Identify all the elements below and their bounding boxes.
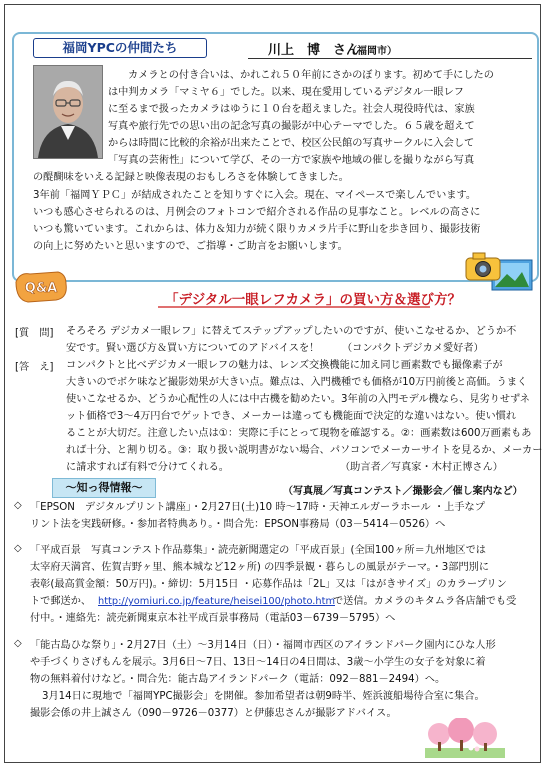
info-item-line: 「平成百景 写真コンテスト作品募集」・読売新聞選定の「平成百景」(全国100ヶ所＝九州地区では <box>30 545 486 556</box>
info-item-line: 物の無料着付けなど。・問合先：能古島アイランドパーク（電話：092－881－2494）へ。 <box>30 674 446 685</box>
profile-line: に至るまで扱ったカメラはゆうに１０台を超えました。社会人現役時代は、家族 <box>108 104 475 115</box>
info-item-line: 太宰府天満宮、佐賀吉野ヶ里、熊本城など12ヶ所) の四季景観・暮らしの風景がテーマ。・3部門別に <box>30 562 490 573</box>
qa-title: 「デジタル一眼レフカメラ」の買い方＆選び方？ <box>165 292 462 308</box>
answer-tag: [答 え] <box>15 362 54 373</box>
question-tag: [質 問] <box>15 328 54 339</box>
question-line: 安です。賢い選び方＆買い方についてのアドバイスを！ <box>66 343 320 354</box>
name-underline <box>248 58 532 59</box>
answer-line: 大きいのでボケ味など撮影効果が大きい点。難点は、入門機種でも価格が10万円前後と高価。うまく <box>66 377 528 388</box>
bullet-icon: ◇ <box>14 543 22 554</box>
info-item-line: や手づくりさげもんを展示。3月6日～7日、13日～14日の4日間は、3歳～小学生の女子を対象に着 <box>30 657 486 668</box>
info-item-line: 「EPSON デジタルプリント講座」・2月27日(土)10 時～17時・天神エルガーラホール ・上手なプ <box>30 502 485 513</box>
answer-line: ることが大切だ。注意したい点は①：実際に手にとって現物を確認する。②：画素数は600万画素もあ <box>66 428 532 439</box>
profile-line: いつも感心させられるのは、月例会のフォトコンで紹介される作品の見事なこと。レベルの高さに <box>33 207 481 218</box>
bullet-icon: ◇ <box>14 500 22 511</box>
profile-line: からは時間に比較的余裕が出来たことで、校区公民館の写真サークルに入会して <box>108 138 475 149</box>
info-item-line: 3月14日に現地で「福岡YPC撮影会」を開催。参加希望者は朝9時半、姪浜渡船場待合室に集合。 <box>42 691 485 702</box>
info-item-line: 「能古島ひな祭り」・2月27日（土）～3月14日（日）・福岡市西区のアイランドパーク園内にひな人形 <box>30 640 496 651</box>
bullet-icon: ◇ <box>14 638 22 649</box>
info-item-line: トで郵送か、 <box>30 596 92 607</box>
profile-line: は中判カメラ「マミヤ６」でした。以来、現在愛用しているデジタル一眼レフ <box>108 87 464 98</box>
info-banner: ～知っ得情報～ <box>52 478 156 498</box>
qa-badge-text: Q&A <box>24 281 58 296</box>
portrait-figure-icon <box>34 66 102 158</box>
answer-line: に請求すれば有料で分けてくれる。 <box>66 462 229 473</box>
camera-photo-icon <box>462 246 534 294</box>
person-name: 川上 博 さん <box>268 43 360 58</box>
cherry-blossom-icon <box>425 718 505 763</box>
qa-badge-art <box>14 270 68 304</box>
info-item-line: 撮影会係の井上誠さん（090－9726－0377）と伊藤忠さんが撮影アドバイス。 <box>30 708 397 719</box>
qa-badge <box>14 270 68 304</box>
answer-line: コンパクトと比べデジカメ一眼レフの魅力は、レンズ交換機能に加え同じ画素数でも撮像素子が <box>66 360 503 371</box>
section-title: 福岡YPCの仲間たち <box>33 38 207 58</box>
profile-line: カメラとの付き合いは、かれこれ５０年前にさかのぼります。初めて手にしたの <box>128 70 494 81</box>
photo-contest-link[interactable]: http://yomiuri.co.jp/feature/heisei100/photo.htm <box>98 596 335 607</box>
qa-title-underline <box>158 306 430 308</box>
profile-line: 「写真の芸術性」について学び、その一方で家族や地域の催しを撮りながら写真 <box>108 155 475 166</box>
profile-line: の向上に努めたいと思いますので、ご指導・ご助言をお願いします。 <box>33 241 348 252</box>
info-item-line: リント法を実践研修。・参加者特典あり。・問合先：EPSON事務局（03－5414－0526）へ <box>30 519 446 530</box>
question-line: そろそろ デジカメ一眼レフ」に替えてステップアップしたいのですが、使いこなせるか、どうか不 <box>66 326 517 337</box>
profile-line: 3年前「福岡ＹＰＣ」が結成されたことを知りすぐに入会。現在、マイペースで楽しんでいます。 <box>33 190 477 201</box>
portrait-photo <box>33 65 103 159</box>
answer-credit: （助言者／写真家・木村正博さん） <box>340 462 503 473</box>
answer-line: ット価格で3～4万円台でゲットでき、メーカーは違っても機能面で決定的な違いはない。使い慣れ <box>66 411 517 422</box>
info-subtitle: （写真展／写真コンテスト／撮影会／催し案内など） <box>283 486 523 497</box>
info-item-line: 付中。・連絡先：読売新聞東京本社平成百景事務局（電話03－6739－5795）へ <box>30 613 396 624</box>
info-item-line: で送信。カメラのキタムラ各店舗でも受 <box>333 596 517 607</box>
profile-line: 写真や旅行先での思い出の記念写真の撮影が中心テーマでした。６５歳を超えて <box>108 121 475 132</box>
profile-line: いつも驚いています。これからは、体力＆知力が続く限りカメラ片手に野山を歩き回り、撮影技術 <box>33 224 481 235</box>
answer-line: 使いこなせるか、どうか心配性の人には中古機を勧めたい。3年前の入門モデル機なら、見劣りせずネ <box>66 394 530 405</box>
person-city: （福岡市） <box>347 46 397 57</box>
profile-line: の醍醐味をいえる記録と映像表現のおもしろさを体験してきました。 <box>33 172 349 183</box>
info-item-line: 表彰(最高賞金額：50万円)。・締切：5月15日 ・応募作品は「2L」又は「はがきサイズ」のカラープリン <box>30 579 507 590</box>
question-credit: （コンパクトデジカメ愛好者） <box>342 343 484 354</box>
answer-line: れば十分、と割り切る。③：取り扱い説明書がない場合、パソコンでメーカーサイトを見るか、メーカー <box>66 445 543 456</box>
